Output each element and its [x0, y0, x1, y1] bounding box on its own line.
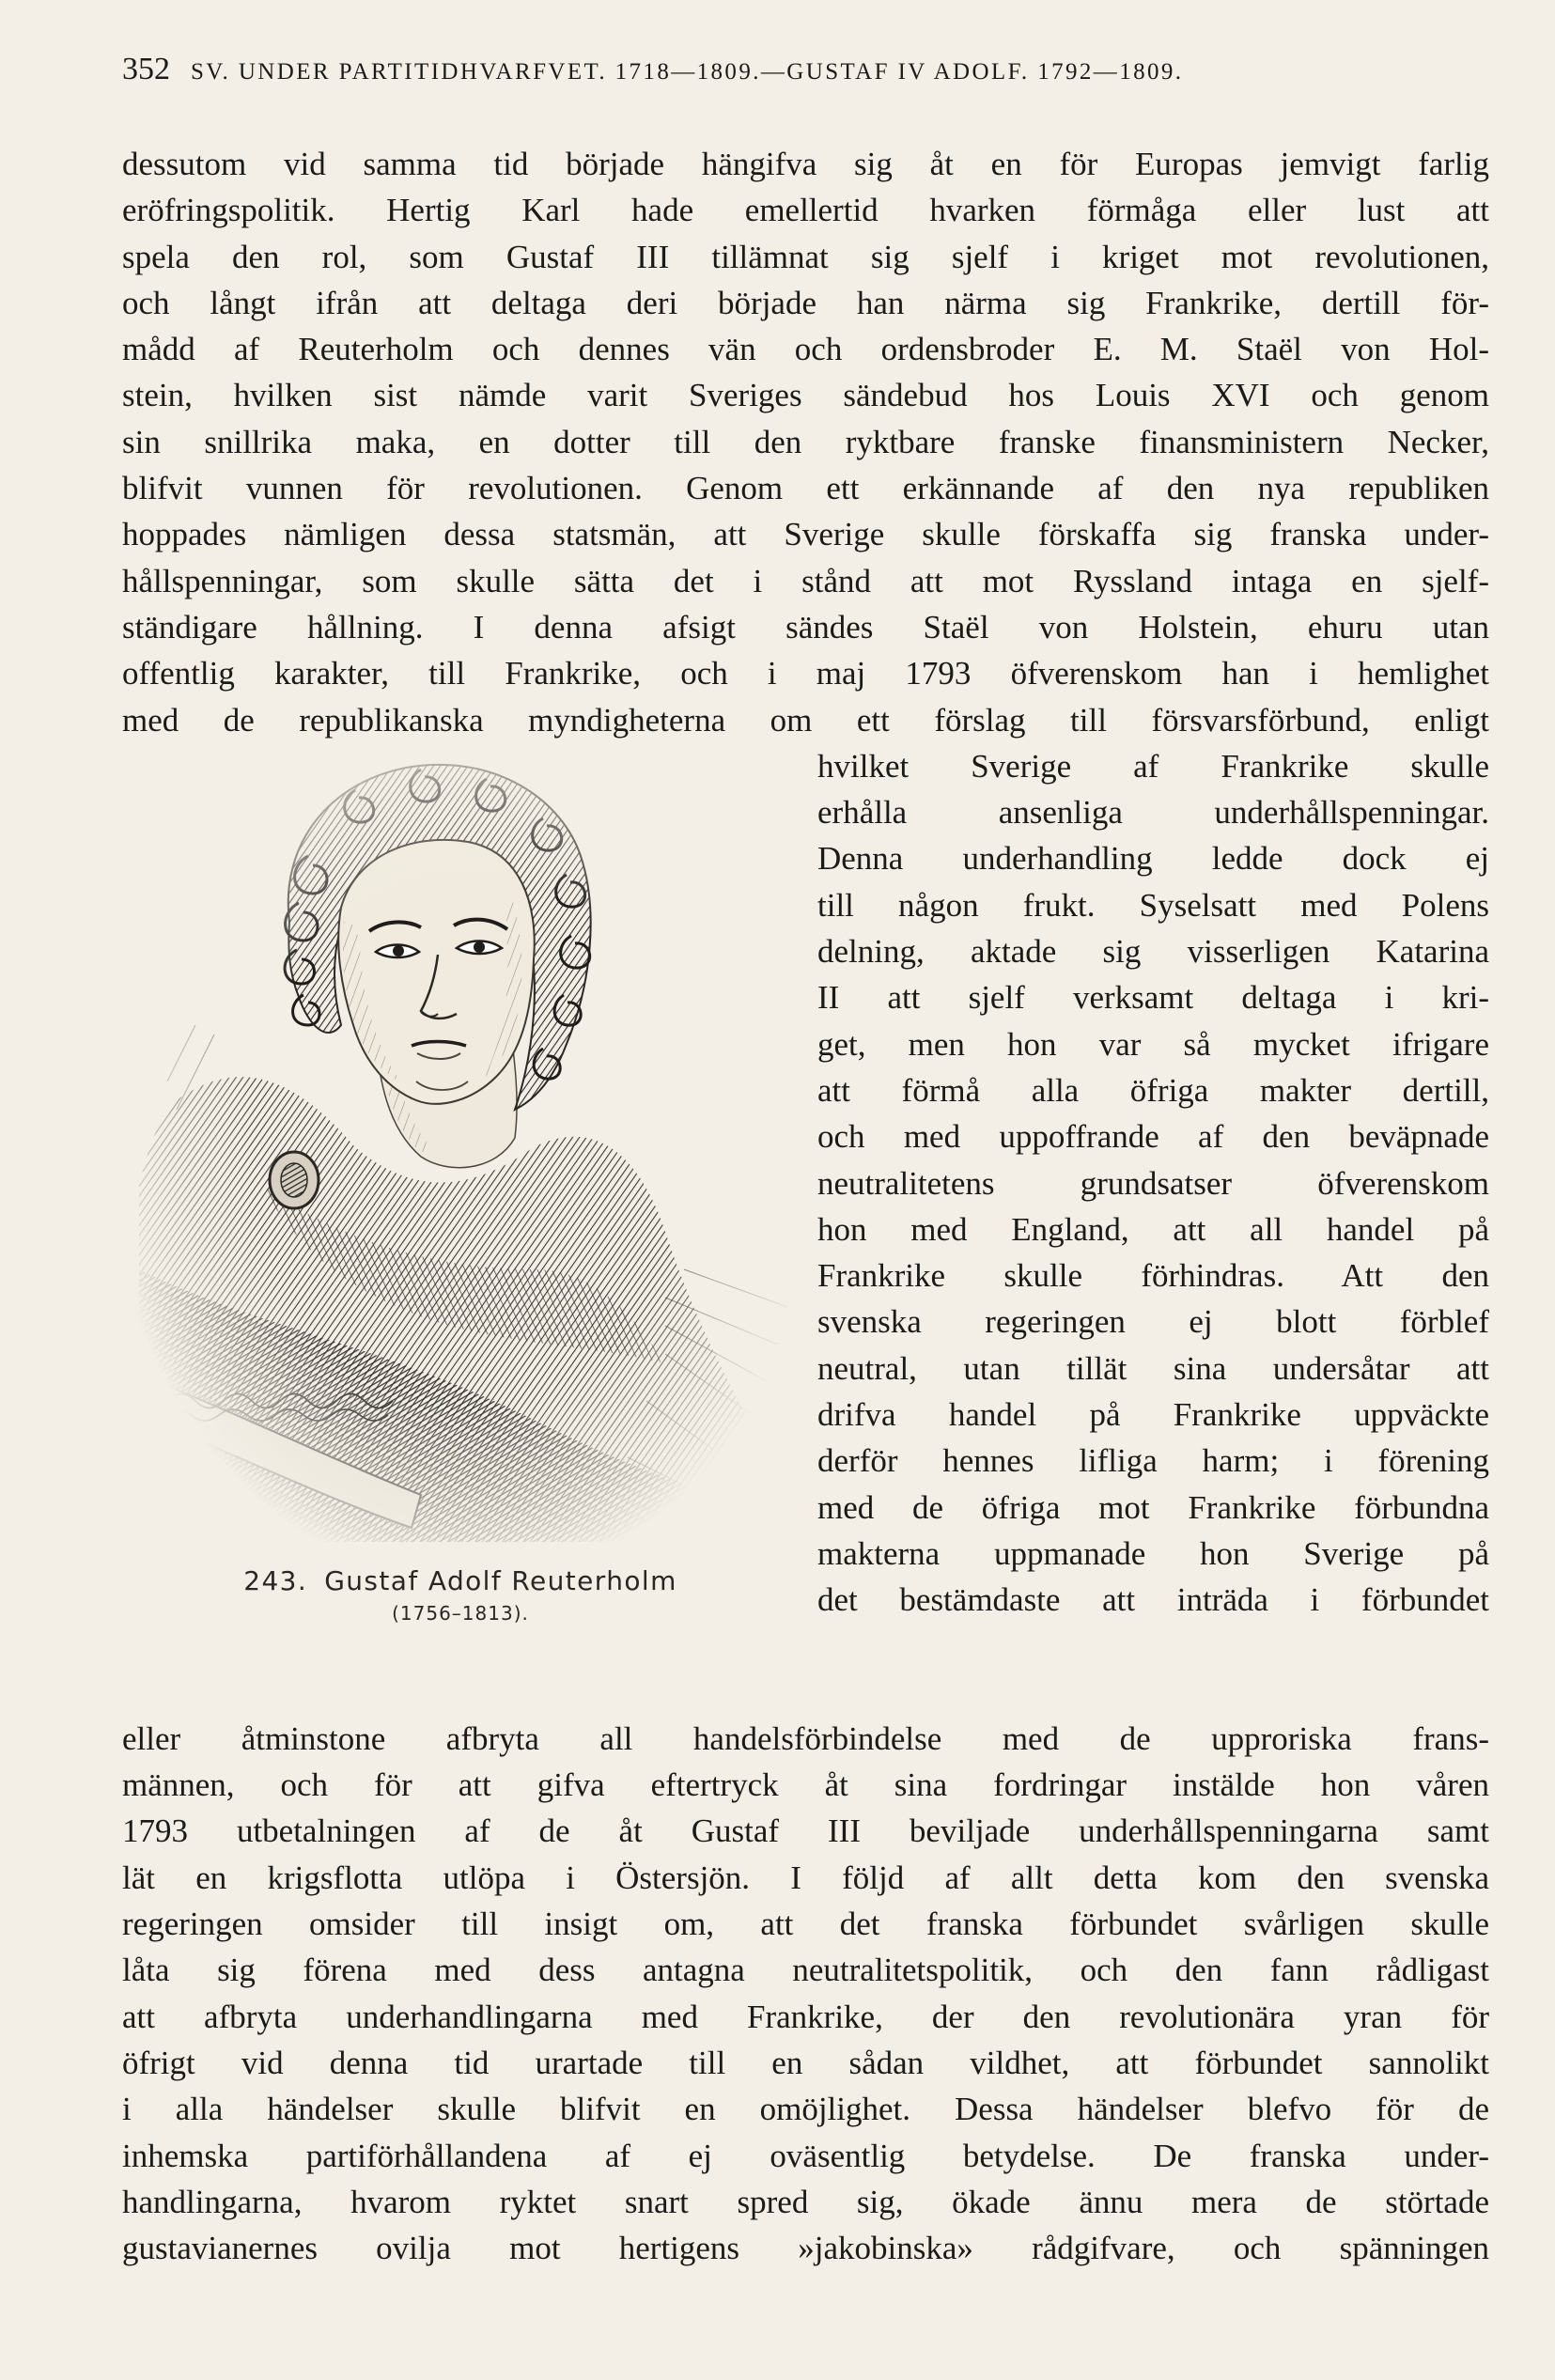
text-line: hållspenningar, som skulle sätta det i stånd att mot Ryssland intaga en sjelf- — [122, 562, 1489, 599]
text-line: hoppades nämligen dessa statsmän, att Sverige skulle förskaffa sig franska under- — [122, 516, 1489, 553]
text-line: spela den rol, som Gustaf III tillämnat sig sjelf i kriget mot revolutionen, — [122, 238, 1489, 275]
caption-title — [122, 1565, 799, 1596]
portrait-engraving — [139, 743, 797, 1542]
text-line: eröfringspolitik. Hertig Karl hade emellertid hvarken förmåga eller lust att — [122, 192, 1489, 229]
text-line: mådd af Reuterholm och dennes vän och ordensbroder E. M. Staël von Hol- — [122, 331, 1489, 368]
text-line: regeringen omsider till insigt om, att det franska förbundet svårligen skulle — [122, 1906, 1489, 1943]
text-line: männen, och för att gifva eftertryck åt sina fordringar instälde hon våren — [122, 1766, 1489, 1804]
text-line: erhålla ansenliga underhållspenningar. — [817, 794, 1489, 832]
figure — [122, 743, 799, 1716]
text-line: gustavianernes ovilja mot hertigens »jakobinska» rådgifvare, och spänningen — [122, 2230, 1489, 2267]
text-line: Frankrike skulle förhindras. Att den — [817, 1257, 1489, 1295]
text-line: att förmå alla öfriga makter dertill, — [817, 1071, 1489, 1109]
text-line: blifvit vunnen för revolutionen. Genom ett erkännande af den nya republiken — [122, 470, 1489, 507]
text-line: i alla händelser skulle blifvit en omöjlighet. Dessa händelser blefvo för de — [122, 2091, 1489, 2128]
text-line: handlingarna, hvarom ryktet snart spred sig, ökade ännu mera de störtade — [122, 2183, 1489, 2220]
text-line: hon med England, att all handel på — [817, 1210, 1489, 1248]
text-line: 1793 utbetalningen af de åt Gustaf III beviljade underhållspenningarna samt — [122, 1812, 1489, 1850]
figure-number: 243. — [243, 1564, 308, 1596]
running-head — [122, 52, 1489, 99]
running-title: SV. UNDER PARTITIDHVARFVET. 1718—1809.—GUSTAF IV ADOLF. 1792—1809. — [191, 59, 1184, 85]
figure-area — [122, 743, 1489, 1716]
page-number: 352 — [122, 52, 170, 86]
figure-caption — [122, 1565, 799, 1625]
text-line: svenska regeringen ej blott förblef — [817, 1303, 1489, 1341]
text-line: offentlig karakter, till Frankrike, och i maj 1793 öfverenskom han i hemlighet — [122, 655, 1489, 692]
text-line: med de republikanska myndigheterna om ett förslag till försvarsförbund, enligt — [122, 701, 1489, 739]
text-side — [817, 743, 1489, 1624]
text-line: sin snillrika maka, en dotter till den ryktbare franske finansministern Necker, — [122, 423, 1489, 460]
caption-text: Gustaf Adolf Reuterholm — [324, 1564, 677, 1596]
text-line: lät en krigsflotta utlöpa i Östersjön. I följd af allt detta kom den svenska — [122, 1859, 1489, 1896]
text-line: makterna uppmanade hon Sverige på — [817, 1534, 1489, 1572]
text-line: öfrigt vid denna tid urartade till en sådan vildhet, att förbundet sannolikt — [122, 2044, 1489, 2081]
text-line: eller åtminstone afbryta all handelsförbindelse med de upproriska frans- — [122, 1719, 1489, 1757]
text-line: det bestämdaste att inträda i förbundet — [817, 1581, 1489, 1619]
text-line: hvilket Sverige af Frankrike skulle — [817, 747, 1489, 785]
text-line: med de öfriga mot Frankrike förbundna — [817, 1488, 1489, 1526]
text-line: låta sig förena med dess antagna neutralitetspolitik, och den fann rådligast — [122, 1952, 1489, 1989]
text-line: ständigare hållning. I denna afsigt sändes Staël von Holstein, ehuru utan — [122, 608, 1489, 646]
text-line: att afbryta underhandlingarna med Frankrike, der den revolutionära yran för — [122, 1998, 1489, 2035]
text-line: Denna underhandling ledde dock ej — [817, 840, 1489, 878]
text-line: dessutom vid samma tid började hängifva sig åt en för Europas jemvigt farlig — [122, 146, 1489, 182]
text-line: II att sjelf verksamt deltaga i kri- — [817, 979, 1489, 1017]
page — [122, 52, 1489, 2344]
text-line: stein, hvilken sist nämde varit Sveriges sändebud hos Louis XVI och genom — [122, 377, 1489, 414]
text-top — [122, 141, 1489, 743]
text-line: delning, aktade sig visserligen Katarina — [817, 933, 1489, 971]
caption-years: (1756–1813). — [392, 1601, 529, 1625]
text-line: och långt ifrån att deltaga deri började han närma sig Frankrike, dertill för- — [122, 284, 1489, 321]
text-line: neutral, utan tillät sina undersåtar att — [817, 1349, 1489, 1387]
text-line: drifva handel på Frankrike uppväckte — [817, 1396, 1489, 1434]
text-bottom — [122, 1716, 1489, 2272]
text-line: till någon frukt. Syselsatt med Polens — [817, 886, 1489, 924]
text-line: derför hennes lifliga harm; i förening — [817, 1442, 1489, 1480]
text-line: inhemska partiförhållandena af ej oväsentlig betydelse. De franska under- — [122, 2137, 1489, 2174]
text-line: neutralitetens grundsatser öfverenskom — [817, 1164, 1489, 1202]
text-line: get, men hon var så mycket ifrigare — [817, 1025, 1489, 1063]
text-line: och med uppoffrande af den beväpnade — [817, 1118, 1489, 1156]
